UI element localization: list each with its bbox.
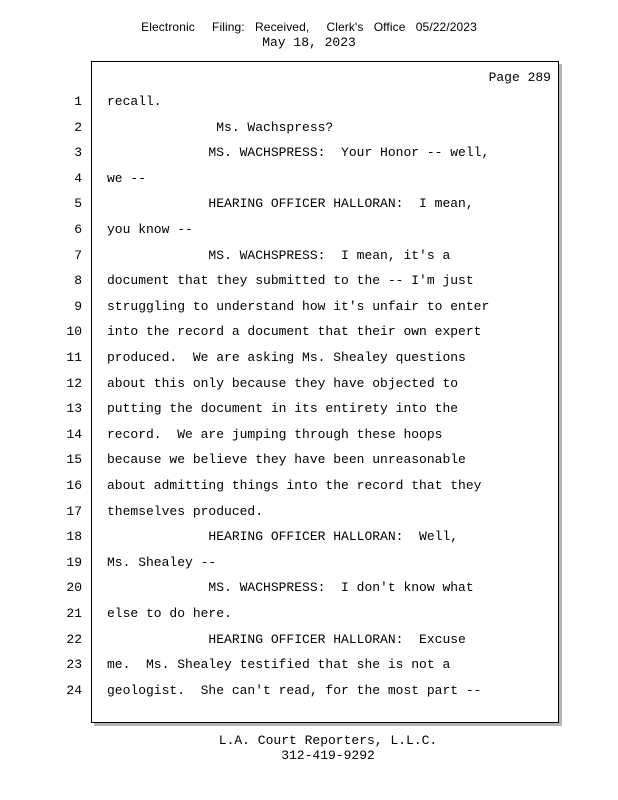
transcript-line: else to do here. (107, 606, 232, 621)
line-number: 13 (66, 401, 82, 416)
line-number: 18 (66, 529, 82, 544)
transcript-line: document that they submitted to the -- I'm just (107, 273, 474, 288)
line-number: 8 (74, 273, 82, 288)
transcript-line: me. Ms. Shealey testified that she is not a (107, 657, 451, 672)
transcript-line: putting the document in its entirety into the (107, 401, 459, 416)
line-number: 20 (66, 580, 82, 595)
line-number: 4 (74, 171, 82, 186)
transcript-line: MS. WACHSPRESS: Your Honor -- well, (107, 145, 490, 160)
line-number: 1 (74, 94, 82, 109)
line-number: 15 (66, 452, 82, 467)
line-number: 9 (74, 299, 82, 314)
transcript-line: MS. WACHSPRESS: I don't know what (107, 580, 474, 595)
line-number: 23 (66, 657, 82, 672)
transcript-line: produced. We are asking Ms. Shealey questions (107, 350, 466, 365)
line-number: 5 (74, 196, 82, 211)
transcript-line: MS. WACHSPRESS: I mean, it's a (107, 248, 451, 263)
transcript-line: about admitting things into the record that they (107, 478, 482, 493)
transcript-line: HEARING OFFICER HALLORAN: Excuse (107, 632, 466, 647)
court-reporter-phone: 312-419-9292 (281, 748, 375, 763)
transcript-line: HEARING OFFICER HALLORAN: I mean, (107, 196, 474, 211)
transcript-line: because we believe they have been unreasonable (107, 452, 466, 467)
transcript-line: geologist. She can't read, for the most part -- (107, 683, 482, 698)
page-number: Page 289 (488, 70, 551, 85)
transcript-date: May 18, 2023 (262, 35, 356, 50)
line-number: 3 (74, 145, 82, 160)
line-number: 10 (66, 324, 82, 339)
line-number: 17 (66, 504, 82, 519)
transcript-line: Ms. Shealey -- (107, 555, 217, 570)
filing-stamp: Electronic Filing: Received, Clerk's Office 05/22/2023 (141, 20, 477, 34)
line-number: 24 (66, 683, 82, 698)
line-number: 16 (66, 478, 82, 493)
line-number: 12 (66, 376, 82, 391)
transcript-line: record. We are jumping through these hoops (107, 427, 443, 442)
line-number: 22 (66, 632, 82, 647)
transcript-line: struggling to understand how it's unfair to enter (107, 299, 490, 314)
transcript-line: about this only because they have objected to (107, 376, 459, 391)
transcript-line: into the record a document that their own expert (107, 324, 482, 339)
transcript-line: you know -- (107, 222, 193, 237)
court-reporter-name: L.A. Court Reporters, L.L.C. (218, 733, 438, 748)
transcript-line: we -- (107, 171, 147, 186)
transcript-line: HEARING OFFICER HALLORAN: Well, (107, 529, 459, 544)
line-number: 6 (74, 222, 82, 237)
line-number: 11 (66, 350, 82, 365)
line-number: 2 (74, 120, 82, 135)
line-number: 7 (74, 248, 82, 263)
line-number: 19 (66, 555, 82, 570)
transcript-line: recall. (107, 94, 162, 109)
line-number: 14 (66, 427, 82, 442)
transcript-line: themselves produced. (107, 504, 264, 519)
transcript-line: Ms. Wachspress? (107, 120, 334, 135)
line-number: 21 (66, 606, 82, 621)
